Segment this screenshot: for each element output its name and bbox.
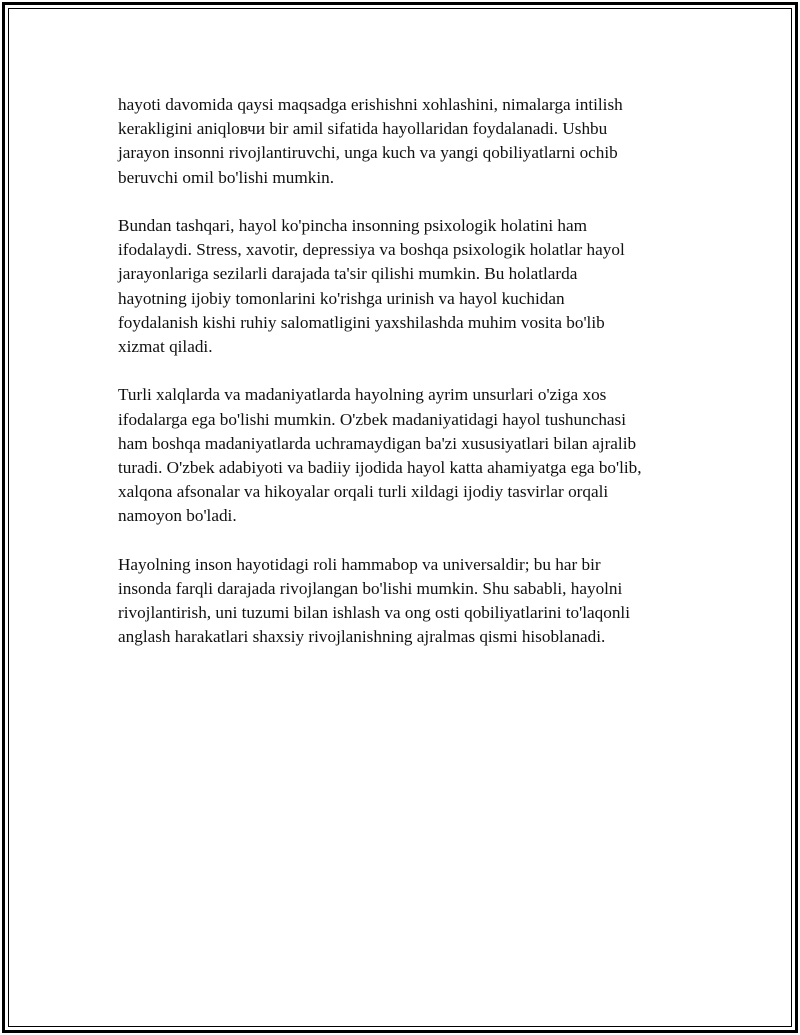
text-line: hayoti davomida qaysi maqsadga erishishni xohlashini, nimalarga intilish [118, 95, 623, 114]
text-line: ifodalarga ega bo'lishi mumkin. O'zbek madaniyatidagi hayol tushunchasi [118, 409, 627, 429]
paragraph-3 [118, 383, 698, 528]
text-line: hayotning ijobiy tomonlarini ko'rishga urinish va hayol kuchidan [118, 288, 565, 308]
paragraph-2 [118, 214, 698, 359]
paragraph-4 [118, 553, 698, 650]
text-line: Bundan tashqari, hayol ko'pincha insonning psixologik holatini ham [118, 216, 588, 235]
text-line: xalqona afsonalar va hikoyalar orqali turli xildagi ijodiy tasvirlar orqali [118, 482, 609, 502]
text-line: kerakligini aniqlовчи bir amil sifatida hayollaridan foydalanadi. Ushbu [118, 119, 608, 139]
text-line: turadi. O'zbek adabiyoti va badiiy ijodida hayol katta ahamiyatga ega bo'lib, [118, 458, 642, 478]
text-line: insonda farqli darajada rivojlangan bo'lishi mumkin. Shu sababli, hayolni [118, 579, 623, 599]
text-line: namoyon bo'ladi. [118, 506, 237, 526]
text-line: Turli xalqlarda va madaniyatlarda hayolning ayrim unsurlari o'ziga xos [118, 385, 607, 405]
text-line: jarayonlariga sezilarli darajada ta'sir qilishi mumkin. Bu holatlarda [118, 264, 578, 284]
paragraph-1 [118, 93, 698, 190]
text-line: xizmat qiladi. [118, 337, 213, 357]
text-line: ham boshqa madaniyatlarda uchramaydigan ba'zi xususiyatlari bilan ajralib [118, 433, 637, 453]
document-body [118, 93, 698, 674]
text-line: Hayolning inson hayotidagi roli hammabop va universaldir; bu har bir [118, 554, 601, 574]
text-line: beruvchi omil bo'lishi mumkin. [118, 167, 335, 187]
text-line: anglash harakatlari shaxsiy rivojlanishning ajralmas qismi hisoblanadi. [118, 627, 606, 647]
text-line: ifodalaydi. Stress, xavotir, depressiya va boshqa psixologik holatlar hayol [118, 240, 625, 260]
text-line: foydalanish kishi ruhiy salomatligini yaxshilashda muhim vosita bo'lib [118, 312, 605, 332]
text-line: jarayon insonni rivojlantiruvchi, unga kuch va yangi qobiliyatlarni ochib [118, 143, 618, 163]
text-line: rivojlantirish, uni tuzumi bilan ishlash va ong osti qobiliyatlarini to'laqonli [118, 603, 630, 623]
